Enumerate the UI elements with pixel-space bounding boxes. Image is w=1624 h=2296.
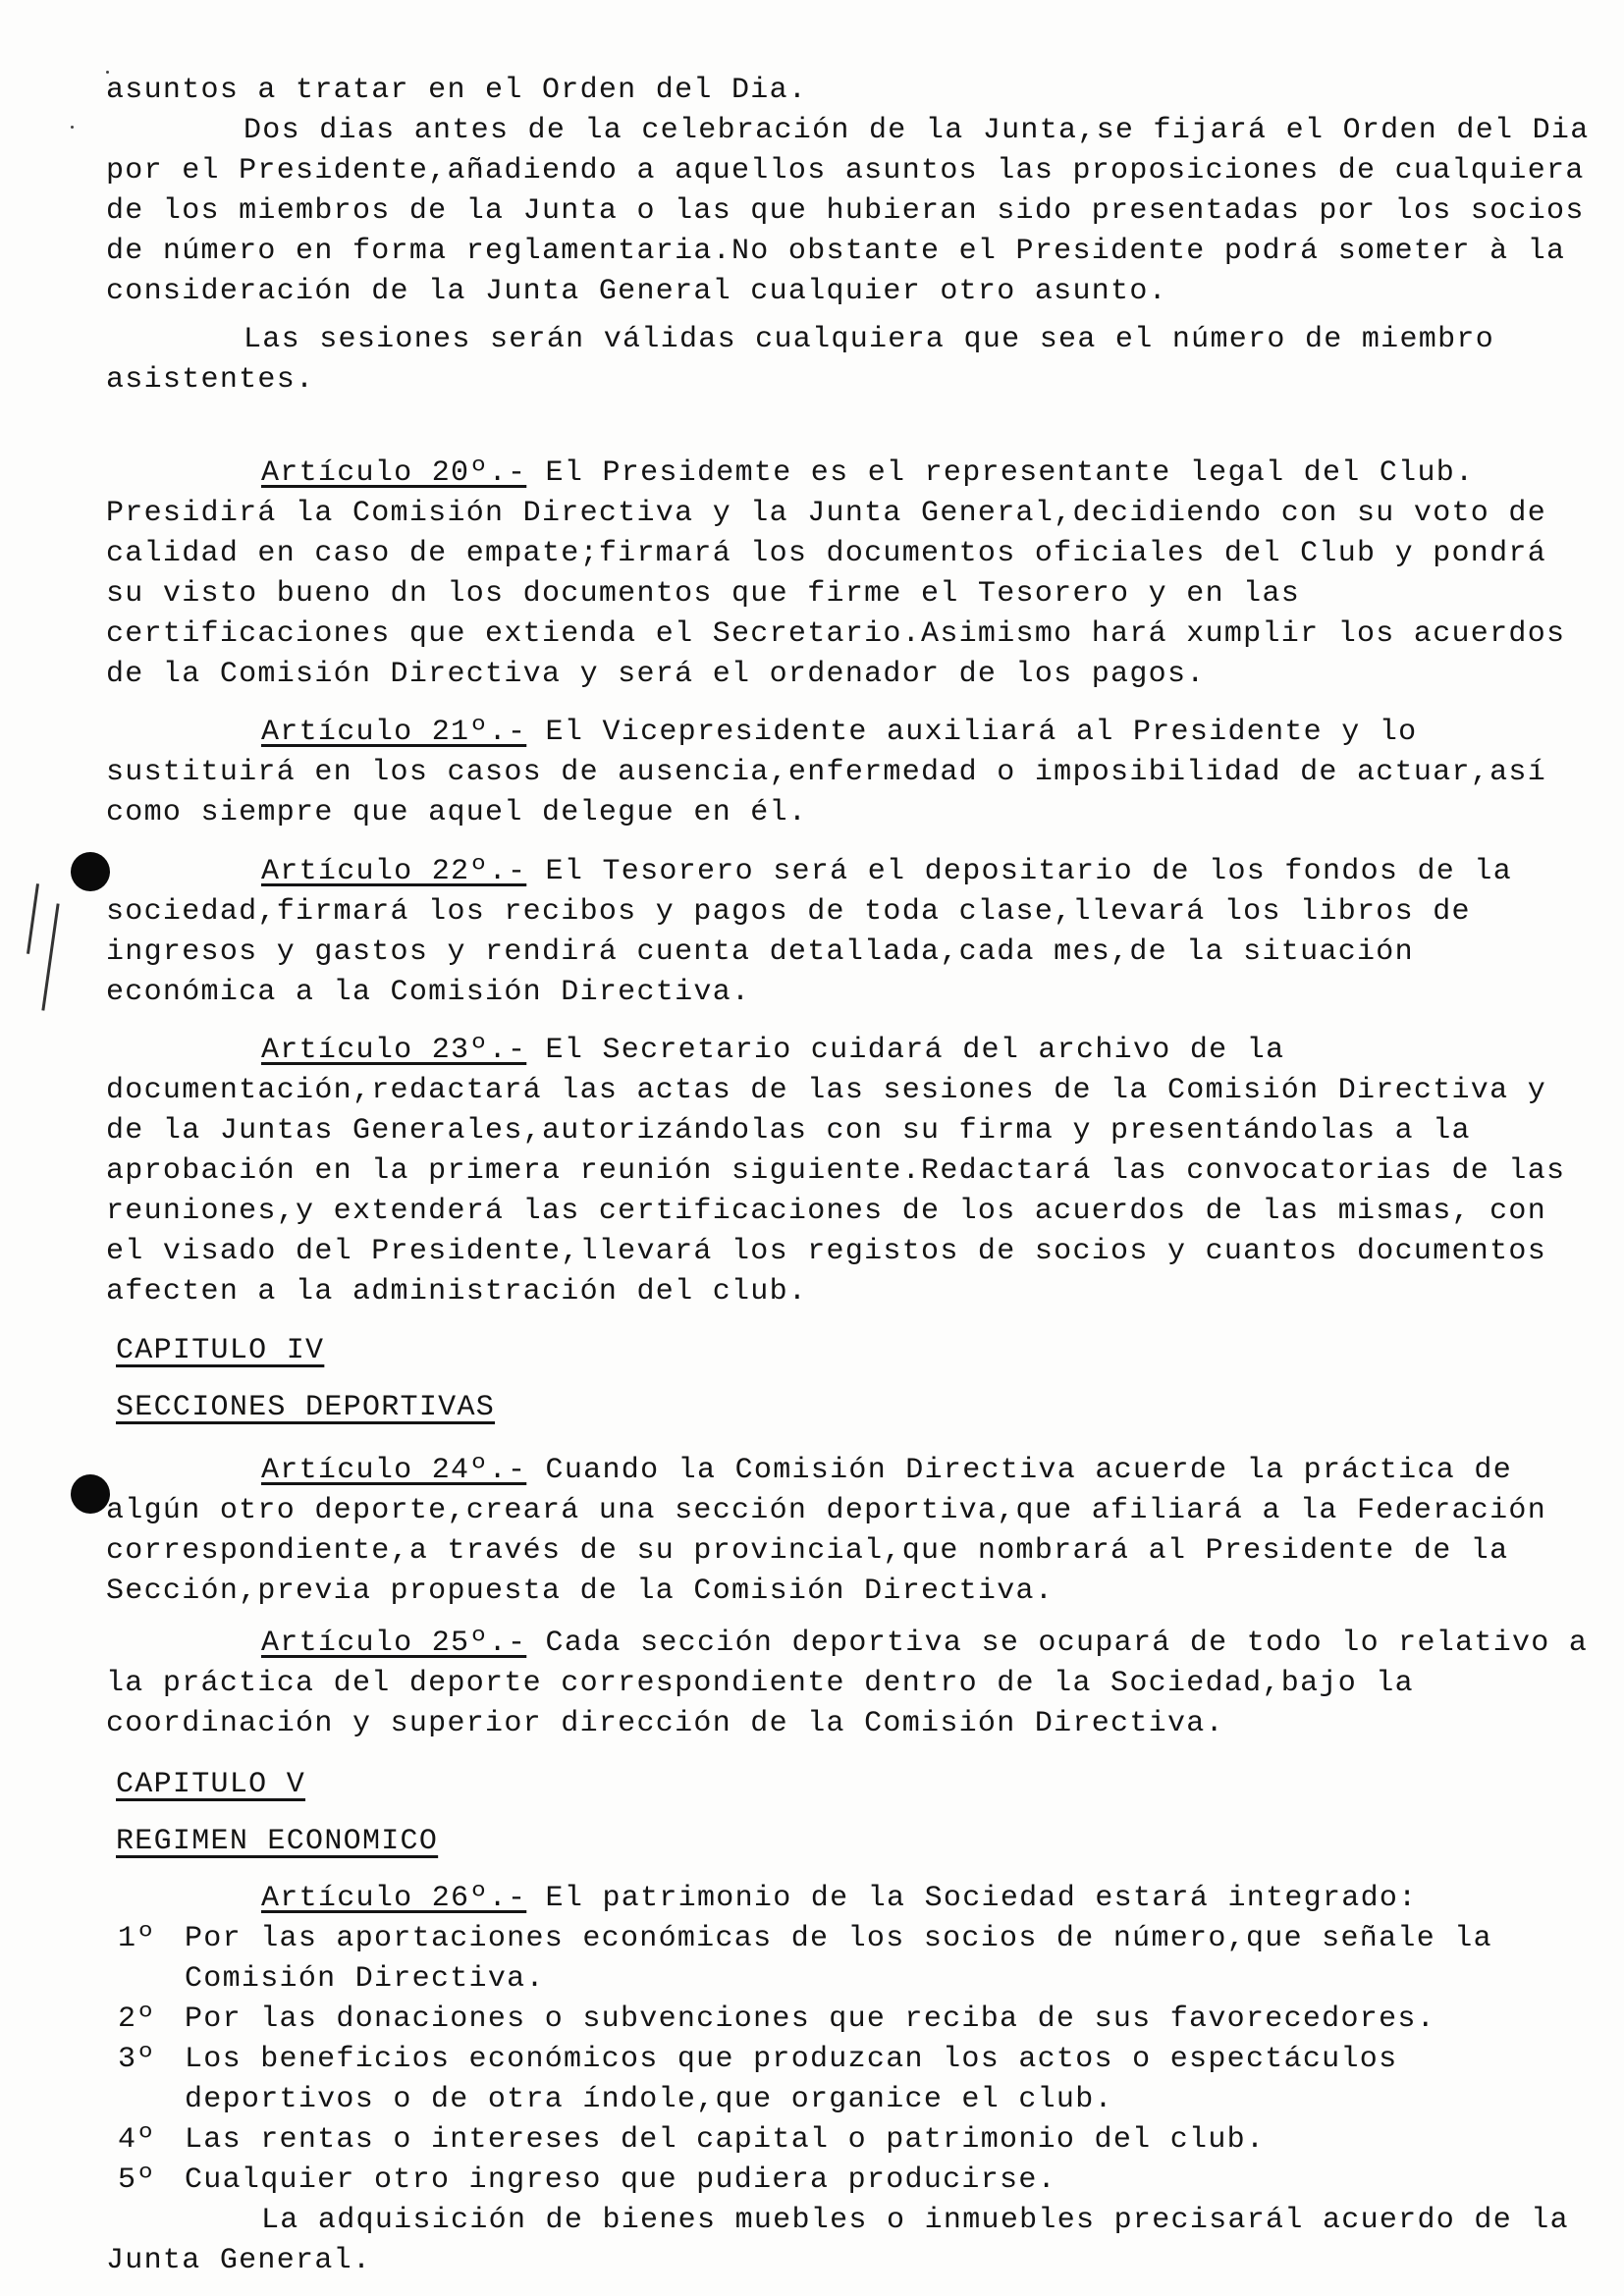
article-20 [106, 454, 1598, 695]
article-22 [106, 852, 1598, 1013]
quorum-paragraph: Las sesiones serán válidas cualquiera que sea el número de miembro asistentes. [106, 323, 1494, 397]
margin-mark-1 [27, 883, 39, 954]
agenda-paragraph: Dos dias antes de la celebración de la Junta,se fijará el Orden del Dia por el Presidente,añadiendo a aquellos asuntos las proposiciones de cualquiera de los miembros de la Junta o las que hubieran sido presentadas por los socios de número en forma reglamentaria.No obstante el Presidente podrá someter à la consideración de la Junta General cualquier otro asunto. [106, 114, 1590, 308]
punch-hole-upper [71, 852, 110, 891]
article-24-label: Artículo 24º.- [261, 1454, 527, 1487]
article-22-label: Artículo 22º.- [261, 855, 527, 888]
chapter-4-title: CAPITULO IV [116, 1334, 325, 1367]
list-item-number: 3º [118, 2043, 156, 2076]
article-25-text: Cada sección deportiva se ocupará de todo lo relativo a la práctica del deporte correspondiente dentro de la Sociedad,bajo la coordinación y superior dirección de la Comisión Directiva. [106, 1627, 1589, 1740]
chapter-5-subtitle: REGIMEN ECONOMICO [116, 1825, 439, 1858]
article-23 [106, 1031, 1598, 1312]
continued-line: asuntos a tratar en el Orden del Dia. [106, 74, 808, 107]
article-24-text: Cuando la Comisión Directiva acuerde la práctica de algún otro deporte,creará una sección deportiva,que afiliará a la Federación correspondiente,a través de su provincial,que nombrará al Presidente de la Sección,previa propuesta de la Comisión Directiva. [106, 1454, 1547, 1608]
patrimony-list [118, 1919, 1591, 2201]
article-21-text: El Vicepresidente auxiliará al Presidente y lo sustituirá en los casos de ausencia,enfermedad o imposibilidad de actuar,así como siempre que aquel delegue en él. [106, 716, 1547, 829]
article-26-label: Artículo 26º.- [261, 1882, 527, 1915]
list-item-text: Los beneficios económicos que produzcan los actos o espectáculos deportivos o de otra índole,que organice el club. [185, 2043, 1398, 2116]
list-item [118, 2000, 1591, 2040]
list-item-number: 1º [118, 1922, 156, 1955]
opening-section [106, 71, 1598, 400]
article-24 [106, 1451, 1598, 1612]
list-item-text: Por las aportaciones económicas de los socios de número,que señale la Comisión Directiva. [185, 1922, 1492, 1996]
article-26 [106, 1879, 1598, 1919]
list-item-number: 4º [118, 2123, 156, 2157]
article-23-label: Artículo 23º.- [261, 1034, 527, 1067]
list-item [118, 2161, 1591, 2201]
article-21-label: Artículo 21º.- [261, 716, 527, 749]
list-item-text: Por las donaciones o subvenciones que reciba de sus favorecedores. [185, 2002, 1435, 2036]
chapter-5-title: CAPITULO V [116, 1768, 306, 1801]
article-25 [106, 1624, 1598, 1744]
article-25-label: Artículo 25º.- [261, 1627, 527, 1660]
list-item-text: Las rentas o intereses del capital o patrimonio del club. [185, 2123, 1266, 2157]
article-22-text: El Tesorero será el depositario de los fondos de la sociedad,firmará los recibos y pagos de toda clase,llevará los libros de ingresos y gastos y rendirá cuenta detallada,cada mes,de la situación económica a la Comisión Directiva. [106, 855, 1513, 1009]
list-item-number: 5º [118, 2163, 156, 2197]
article-20-text: El Presidemte es el representante legal del Club. Presidirá la Comisión Directiva y la Junta General,decidiendo con su voto de calidad en caso de empate;firmará los documentos oficiales del Club y pondrá su visto bueno dn los documentos que firme el Tesorero y en las certificaciones que extienda el Secretario.Asimismo hará xumplir los acuerdos de la Comisión Directiva y será el ordenador de los pagos. [106, 456, 1566, 691]
article-20-label: Artículo 20º.- [261, 456, 527, 490]
article-21 [106, 713, 1598, 833]
chapter-4-subtitle: SECCIONES DEPORTIVAS [116, 1391, 496, 1424]
list-item [118, 1919, 1591, 2000]
punch-hole-lower [71, 1474, 110, 1514]
margin-mark-2 [41, 903, 59, 1010]
list-item [118, 2120, 1591, 2161]
article-23-text: El Secretario cuidará del archivo de la documentación,redactará las actas de las sesiones de la Comisión Directiva y de la Juntas Generales,autorizándolas con su firma y presentándolas a la aprobación en la primera reunión siguiente.Redactará las convocatorias de las reuniones,y extenderá las certificaciones de los acuerdos de las mismas, con el visado del Presidente,llevará los registos de socios y cuantos documentos afecten a la administración del club. [106, 1034, 1566, 1308]
acquisition-paragraph: La adquisición de bienes muebles o inmuebles precisarál acuerdo de la Junta General. [106, 2204, 1569, 2277]
list-item [118, 2040, 1591, 2120]
article-26-closing [106, 2201, 1598, 2281]
speck-2 [71, 126, 74, 129]
list-item-number: 2º [118, 2002, 156, 2036]
article-26-text: El patrimonio de la Sociedad estará integrado: [526, 1882, 1418, 1915]
list-item-text: Cualquier otro ingreso que pudiera producirse. [185, 2163, 1056, 2197]
